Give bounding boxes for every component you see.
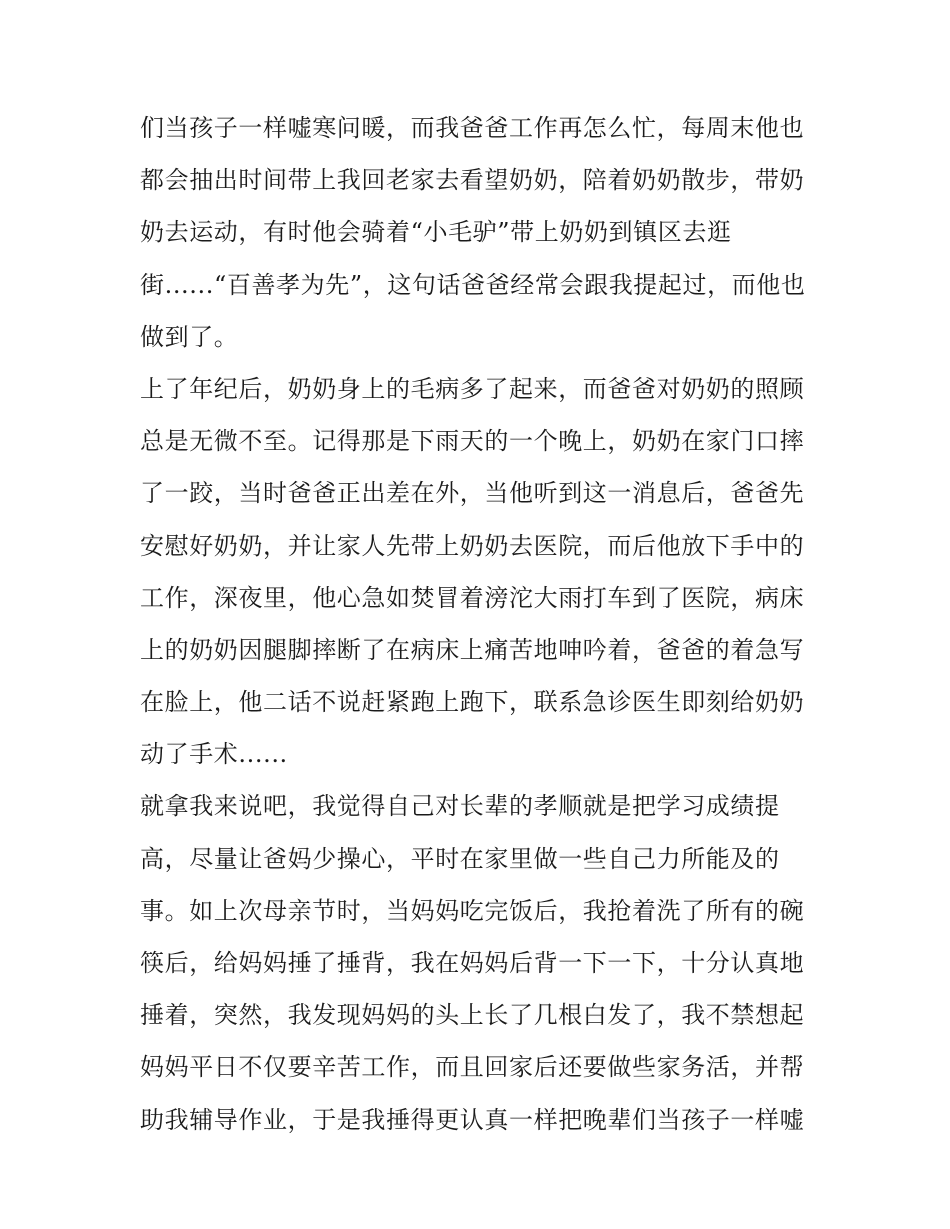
text-line: 事。如上次母亲节时，当妈妈吃完饭后，我抢着洗了所有的碗 xyxy=(140,896,805,925)
text-line: 街......“百善孝为先”，这句话爸爸经常会跟我提起过，而他也 xyxy=(140,270,806,299)
text-line: 上了年纪后，奶奶身上的毛病多了起来，而爸爸对奶奶的照顾 xyxy=(140,374,805,403)
text-line: 助我辅导作业，于是我捶得更认真一样把晚辈们当孩子一样嘘 xyxy=(140,1105,805,1134)
text-line: 奶去运动，有时他会骑着“小毛驴”带上奶奶到镇区去逛 xyxy=(140,218,732,247)
text-line: 上的奶奶因腿脚摔断了在病床上痛苦地呻吟着，爸爸的着急写 xyxy=(140,635,805,664)
body-text xyxy=(140,102,820,1146)
text-line: 捶着，突然，我发现妈妈的头上长了几根白发了，我不禁想起 xyxy=(140,1001,805,1030)
text-line: 就拿我来说吧，我觉得自己对长辈的孝顺就是把学习成绩提 xyxy=(140,792,780,821)
text-line: 妈妈平日不仅要辛苦工作，而且回家后还要做些家务活，并帮 xyxy=(140,1053,805,1082)
text-line: 在脸上，他二话不说赶紧跑上跑下，联系急诊医生即刻给奶奶 xyxy=(140,688,805,717)
text-line: 安慰好奶奶，并让家人先带上奶奶去医院，而后他放下手中的 xyxy=(140,531,805,560)
text-line: 总是无微不至。记得那是下雨天的一个晚上，奶奶在家门口摔 xyxy=(140,427,805,456)
text-line: 高，尽量让爸妈少操心，平时在家里做一些自己力所能及的 xyxy=(140,844,780,873)
text-line: 了一跤，当时爸爸正出差在外，当他听到这一消息后，爸爸先 xyxy=(140,479,805,508)
text-line: 动了手术...... xyxy=(140,740,288,769)
text-line: 做到了。 xyxy=(140,322,239,351)
text-line: 筷后，给妈妈捶了捶背，我在妈妈后背一下一下，十分认真地 xyxy=(140,949,805,977)
text-line: 们当孩子一样嘘寒问暖，而我爸爸工作再怎么忙，每周末他也 xyxy=(140,114,805,142)
text-line: 都会抽出时间带上我回老家去看望奶奶，陪着奶奶散步，带奶 xyxy=(140,166,805,195)
text-line: 工作，深夜里，他心急如焚冒着滂沱大雨打车到了医院，病床 xyxy=(140,583,805,612)
